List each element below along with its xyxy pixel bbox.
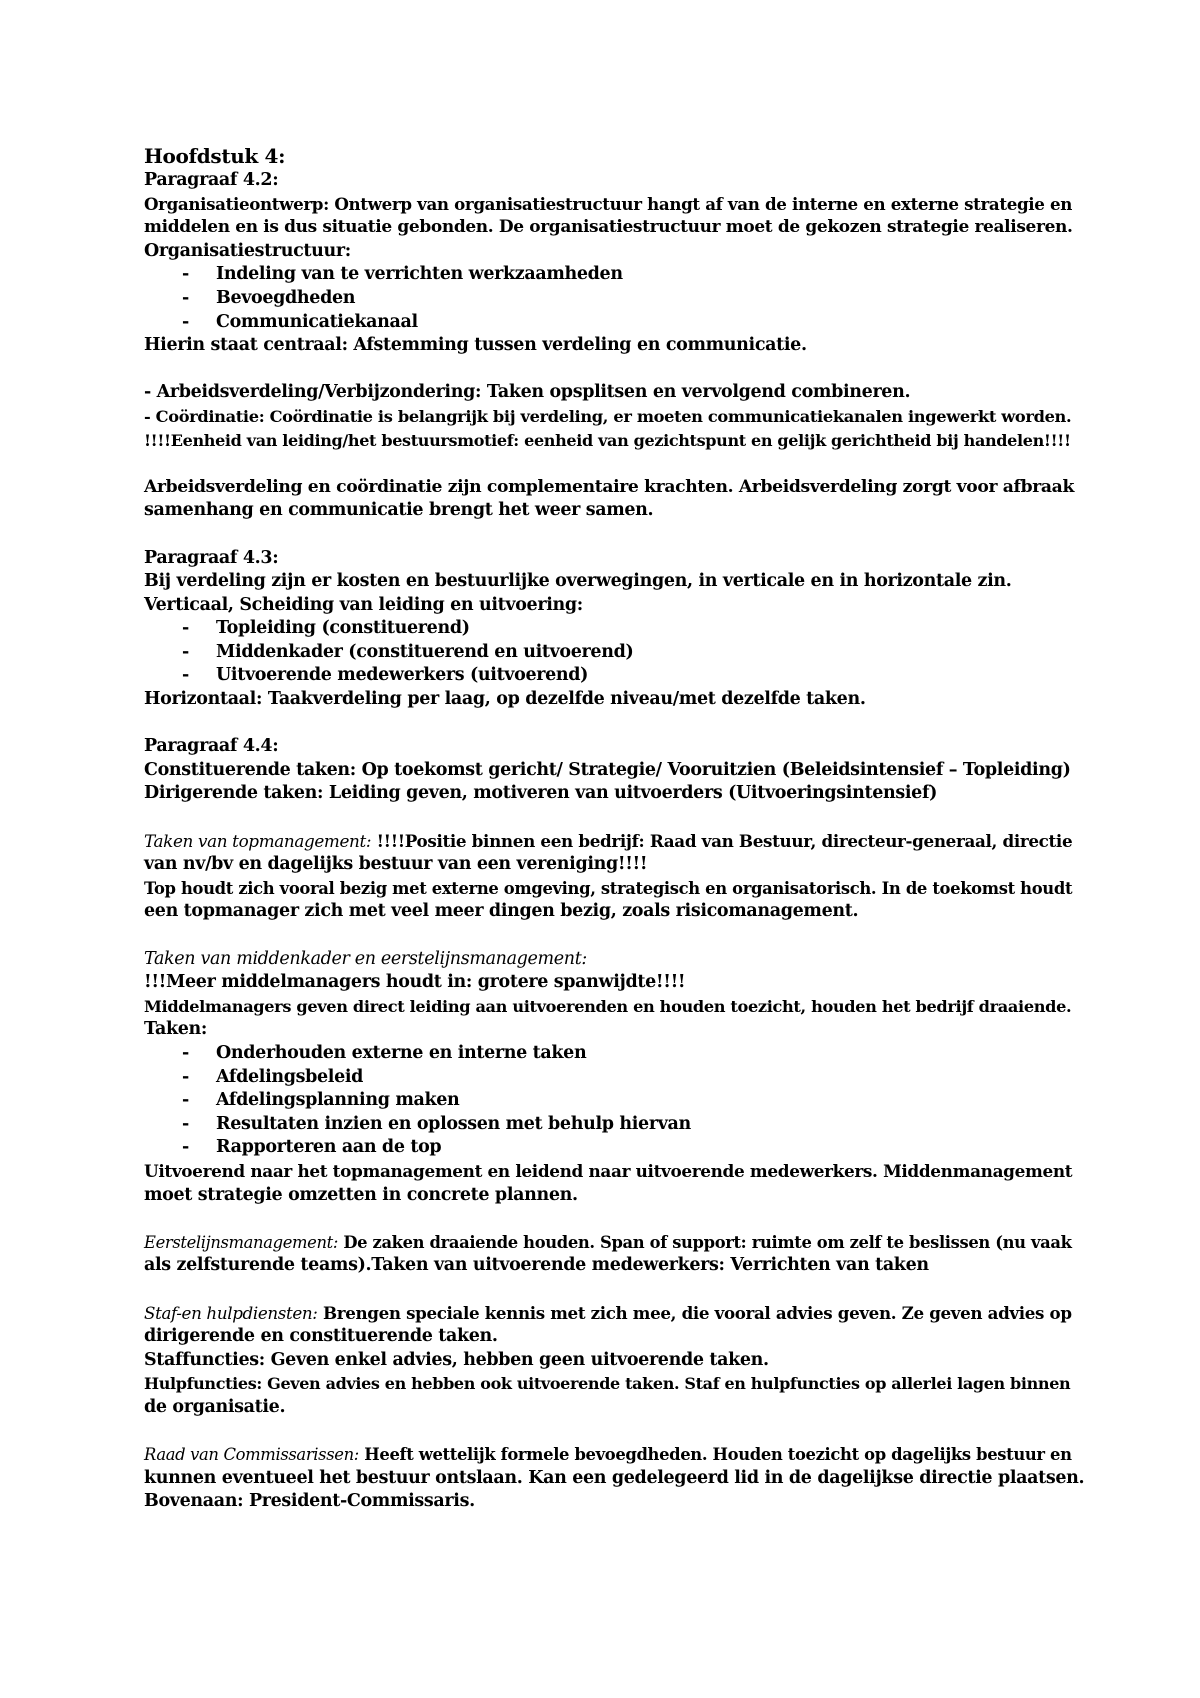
list-item: - Middenkader (constituerend en uitvoerend) bbox=[144, 641, 1084, 665]
topic-label: Staf-en hulpdiensten: bbox=[144, 1302, 318, 1323]
text-line: Top houdt zich vooral bezig met externe omgeving, strategisch en organisatorisch. In de toekomst houdt bbox=[144, 878, 1073, 898]
text-line: Bij verdeling zijn er kosten en bestuurlijke overwegingen, in verticale en in horizontale zin. bbox=[144, 571, 1012, 592]
text-line: Verticaal, Scheiding van leiding en uitvoering: bbox=[144, 594, 583, 615]
list-item: - Onderhouden externe en interne taken bbox=[144, 1042, 1084, 1066]
list-item: - Resultaten inzien en oplossen met behulp hiervan bbox=[144, 1113, 1084, 1137]
topic-label: Taken van topmanagement: bbox=[144, 830, 372, 851]
bullet-list bbox=[144, 617, 1084, 688]
text-line: een topmanager zich met veel meer dingen bezig, zoals risicomanagement. bbox=[144, 901, 859, 922]
topic-label: Eerstelijnsmanagement: bbox=[144, 1232, 339, 1252]
text-line: Hierin staat centraal: Afstemming tussen verdeling en communicatie. bbox=[144, 335, 807, 356]
section-title-4-3: Paragraaf 4.3: bbox=[144, 547, 279, 568]
text-line: Arbeidsverdeling en coördinatie zijn complementaire krachten. Arbeidsverdeling zorgt voor afbraak bbox=[144, 476, 1074, 497]
text-line: Organisatieontwerp: Ontwerp van organisatiestructuur hangt af van de interne en externe strategie en bbox=[144, 193, 1073, 214]
document-page bbox=[144, 143, 1084, 1514]
chapter-heading: Hoofdstuk 4: bbox=[144, 144, 286, 168]
text-line: !!!Meer middelmanagers houdt in: grotere spanwijdte!!!! bbox=[144, 972, 686, 993]
text-line: Staffuncties: Geven enkel advies, hebben geen uitvoerende taken. bbox=[144, 1349, 769, 1370]
text-line: Horizontaal: Taakverdeling per laag, op dezelfde niveau/met dezelfde taken. bbox=[144, 689, 866, 710]
text-line: Dirigerende taken: Leiding geven, motiveren van uitvoerders (Uitvoeringsintensief) bbox=[144, 783, 938, 804]
text-line: Uitvoerend naar het topmanagement en leidend naar uitvoerende medewerkers. Middenmanagement bbox=[144, 1160, 1073, 1181]
text-span: Heeft wettelijk formele bevoegdheden. Houden toezicht op dagelijks bestuur en bbox=[358, 1445, 1072, 1465]
text-line bbox=[144, 1302, 1084, 1326]
topic-label: Raad van Commissarissen: bbox=[144, 1445, 359, 1465]
text-line: als zelfsturende teams).Taken van uitvoerende medewerkers: Verrichten van taken bbox=[144, 1255, 929, 1276]
list-item: - Communicatiekanaal bbox=[144, 311, 1084, 335]
text-line: van nv/bv en dagelijks bestuur van een vereniging!!!! bbox=[144, 854, 648, 875]
list-item: - Indeling van te verrichten werkzaamheden bbox=[144, 263, 1084, 287]
text-line: moet strategie omzetten in concrete plannen. bbox=[144, 1184, 578, 1205]
text-line: Constituerende taken: Op toekomst gericht/ Strategie/ Vooruitzien (Beleidsintensief – Topleiding) bbox=[144, 759, 1071, 780]
text-line: - Coördinatie: Coördinatie is belangrijk bij verdeling, er moeten communicatiekanalen ingewerkt worden. bbox=[144, 406, 1072, 426]
text-line: middelen en is dus situatie gebonden. De organisatiestructuur moet de gekozen strategie realiseren. bbox=[144, 217, 1073, 238]
bullet-list bbox=[144, 263, 1084, 334]
text-line: !!!!Eenheid van leiding/het bestuursmotief: eenheid van gezichtspunt en gelijk gerichtheid bij handelen!!!! bbox=[144, 430, 1071, 450]
text-line: dirigerende en constituerende taken. bbox=[144, 1326, 498, 1347]
text-line: Organisatiestructuur: bbox=[144, 240, 351, 261]
text-line bbox=[144, 1231, 1084, 1255]
list-item: - Bevoegdheden bbox=[144, 287, 1084, 311]
text-line bbox=[144, 1443, 1084, 1467]
section-title-4-4: Paragraaf 4.4: bbox=[144, 736, 279, 757]
text-line: Taken: bbox=[144, 1019, 208, 1040]
text-line: - Arbeidsverdeling/Verbijzondering: Taken opsplitsen en vervolgend combineren. bbox=[144, 382, 911, 403]
section-title-4-2: Paragraaf 4.2: bbox=[144, 170, 279, 190]
text-line: Middelmanagers geven direct leiding aan uitvoerenden en houden toezicht, houden het bedrijf draaiende. bbox=[144, 996, 1072, 1016]
list-item: - Uitvoerende medewerkers (uitvoerend) bbox=[144, 664, 1084, 688]
text-span: Brengen speciale kennis met zich mee, die vooral advies geven. Ze geven advies op bbox=[317, 1302, 1072, 1323]
text-span: !!!!Positie binnen een bedrijf: Raad van Bestuur, directeur-generaal, directie bbox=[371, 830, 1073, 851]
text-line: Bovenaan: President-Commissaris. bbox=[144, 1491, 475, 1512]
text-line: kunnen eventueel het bestuur ontslaan. Kan een gedelegeerd lid in de dagelijkse directie plaatsen. bbox=[144, 1467, 1085, 1488]
list-item: - Afdelingsplanning maken bbox=[144, 1089, 1084, 1113]
text-span: De zaken draaiende houden. Span of support: ruimte om zelf te beslissen (nu vaak bbox=[338, 1232, 1072, 1252]
text-line: Hulpfuncties: Geven advies en hebben ook uitvoerende taken. Staf en hulpfuncties op allerlei lagen binnen bbox=[144, 1374, 1071, 1394]
topic-label: Taken van middenkader en eerstelijnsmanagement: bbox=[144, 948, 587, 969]
text-line bbox=[144, 830, 1084, 854]
bullet-list bbox=[144, 1042, 1084, 1160]
list-item: - Rapporteren aan de top bbox=[144, 1136, 1084, 1160]
list-item: - Topleiding (constituerend) bbox=[144, 617, 1084, 641]
text-line: samenhang en communicatie brengt het weer samen. bbox=[144, 500, 654, 521]
text-line: de organisatie. bbox=[144, 1396, 286, 1417]
list-item: - Afdelingsbeleid bbox=[144, 1066, 1084, 1090]
